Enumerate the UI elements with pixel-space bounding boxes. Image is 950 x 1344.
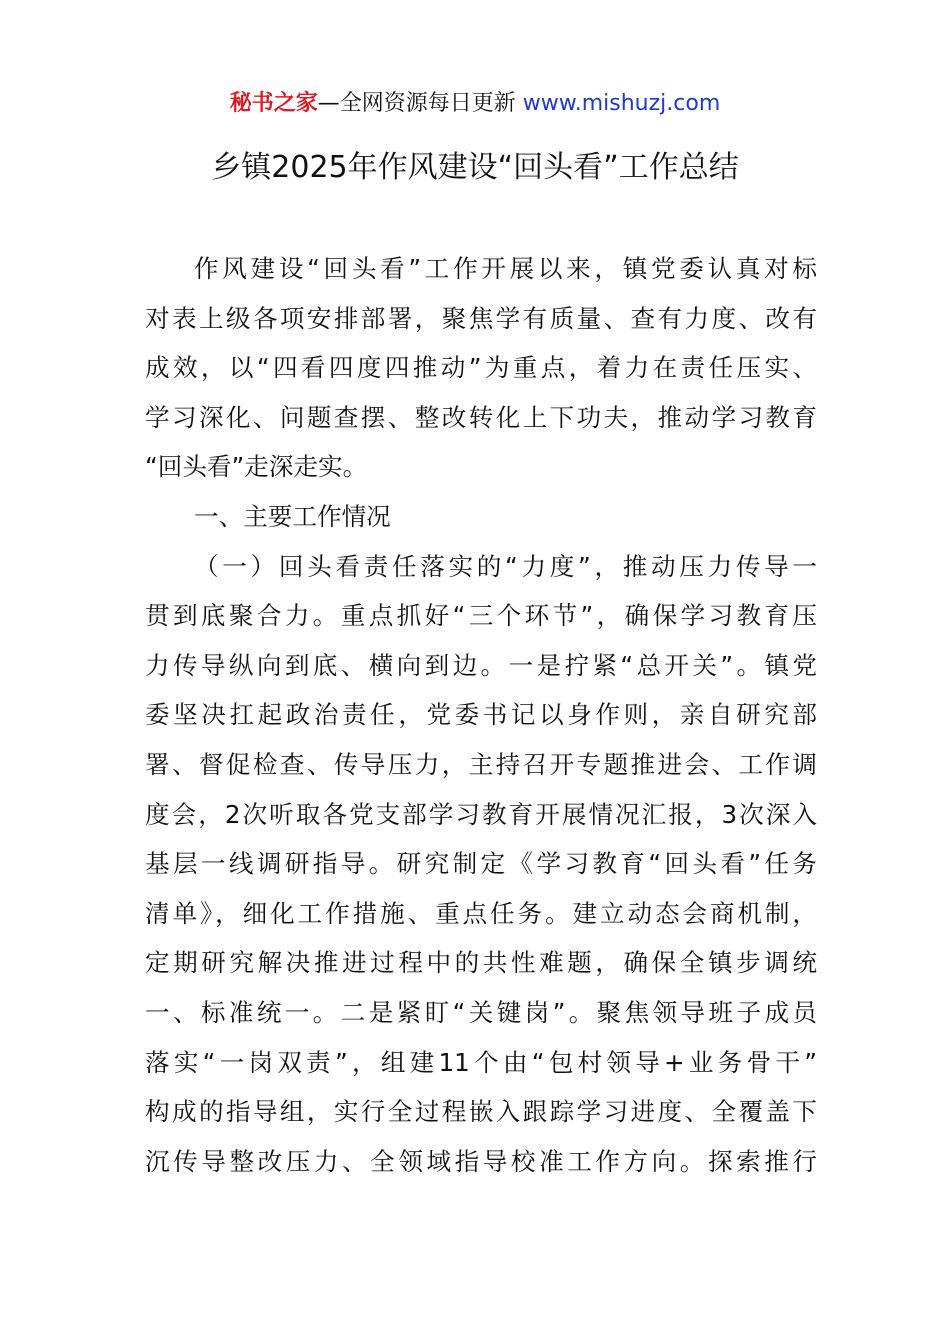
paragraph-line: 定期研究解决推进过程中的共性难题，确保全镇步调统 — [145, 948, 817, 978]
paragraph-line: 署、督促检查、传导压力，主持召开专题推进会、工作调 — [145, 749, 817, 779]
paragraph-line: 委坚决扛起政治责任，党委书记以身作则，亲自研究部 — [145, 700, 817, 730]
paragraph-line: （一）回头看责任落实的“力度”，推动压力传导一 — [194, 551, 817, 581]
site-slogan: —全网资源每日更新 — [317, 91, 523, 116]
paragraph-line: 构成的指导组，实行全过程嵌入跟踪学习进度、全覆盖下 — [145, 1097, 817, 1127]
paragraph-line: 作风建设“回头看”工作开展以来，镇党委认真对标 — [194, 254, 817, 283]
paragraph-line: “回头看”走深走实。 — [145, 452, 368, 482]
paragraph-line: 落实“一岗双责”，组建11个由“包村领导+业务骨干” — [145, 1047, 817, 1077]
paragraph-line: 成效，以“四看四度四推动”为重点，着力在责任压实、 — [145, 353, 817, 383]
paragraph-line: 度会，2次听取各党支部学习教育开展情况汇报，3次深入 — [145, 799, 817, 829]
site-url-link[interactable]: www.mishuzj.com — [522, 91, 721, 116]
paragraph-line: 学习深化、问题查摆、整改转化上下功夫，推动学习教育 — [145, 402, 817, 432]
paragraph-line: 贯到底聚合力。重点抓好“三个环节”，确保学习教育压 — [145, 601, 817, 631]
site-brand: 秘书之家 — [229, 91, 318, 116]
paragraph-line: 沉传导整改压力、全领域指导校准工作方向。探索推行 — [145, 1146, 817, 1176]
document-body — [145, 244, 817, 1186]
paragraph-line: 一、标准统一。二是紧盯“关键岗”。聚焦领导班子成员 — [145, 997, 817, 1027]
section-heading: 一、主要工作情况 — [194, 501, 391, 531]
site-header — [0, 86, 950, 122]
paragraph-line: 力传导纵向到底、横向到边。一是拧紧“总开关”。镇党 — [145, 650, 817, 680]
paragraph-line: 清单》，细化工作措施、重点任务。建立动态会商机制， — [145, 898, 817, 928]
paragraph-line: 对表上级各项安排部署，聚焦学有质量、查有力度、改有 — [145, 303, 817, 333]
document-title: 乡镇2025年作风建设“回头看”工作总结 — [211, 150, 739, 185]
paragraph-line: 基层一线调研指导。研究制定《学习教育“回头看”任务 — [145, 849, 817, 879]
